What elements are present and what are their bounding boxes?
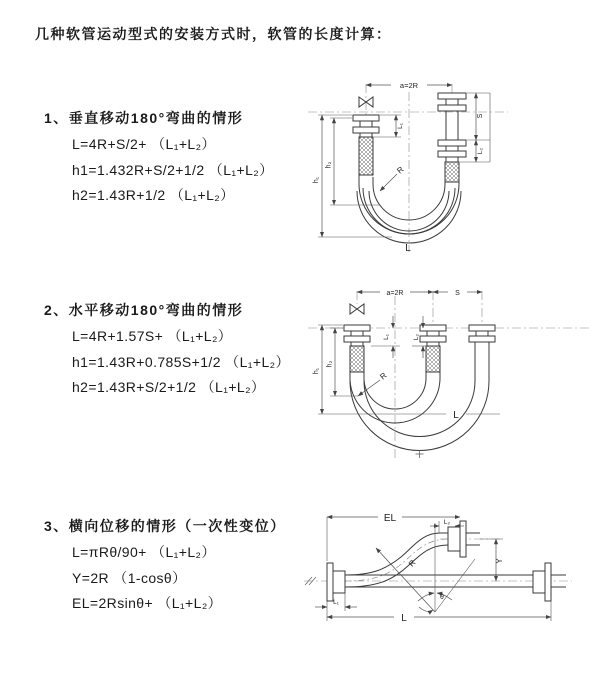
flange-plate: [344, 325, 370, 331]
dim-label-l1: L₁: [383, 334, 390, 340]
dim-label-stroke: S: [455, 290, 460, 297]
dim-label-stroke: S: [477, 113, 484, 119]
flange-plate: [460, 521, 466, 557]
formula-line: EL=2Rsinθ+ （L₁+L₂）: [72, 595, 223, 611]
dim-label-span: a=2R: [386, 290, 404, 297]
flange-plate: [438, 105, 466, 111]
flange-plate: [344, 336, 370, 342]
section-2-heading: 2、水平移动180°弯曲的情形: [44, 302, 244, 318]
formula-line: h1=1.432R+S/2+1/2 （L₁+L₂）: [72, 161, 274, 178]
hose-assembly: [344, 304, 495, 458]
formula-line: Y=2R （1-cosθ）: [72, 569, 187, 586]
flange-plate: [438, 140, 466, 146]
flange-plate: [327, 563, 333, 601]
formula-line: L=πRθ/90+ （L₁+L₂）: [72, 544, 216, 560]
flange-plate: [469, 325, 495, 331]
section-1-heading: 1、垂直移动180°弯曲的情形: [44, 110, 244, 126]
section-1-formulas: [72, 132, 274, 209]
centerlines: [308, 291, 592, 460]
dimensions: [313, 290, 500, 421]
centerlines: [308, 84, 508, 252]
dim-label-length: L: [453, 410, 459, 421]
dim-label-l2: L₂: [477, 147, 484, 155]
dim-label-l1: L₁: [397, 123, 404, 129]
dim-label-radius: R: [406, 558, 418, 569]
section-3-heading: 3、横向位移的情形（一次性变位）: [44, 518, 286, 534]
flange-plate: [420, 325, 446, 331]
flange-plate: [353, 127, 379, 133]
braided-hose-section: [445, 162, 459, 182]
formula-line: L=4R+S/2+ （L₁+L₂）: [72, 136, 216, 152]
flange-plate: [469, 336, 495, 342]
flange-plate: [438, 93, 466, 99]
braided-hose-section: [426, 346, 440, 372]
diagram-horizontal-180-bend: [300, 278, 600, 478]
dim-label-length: L: [405, 243, 411, 254]
dim-label-l1: L₁: [333, 599, 339, 606]
valve-icon: [350, 304, 364, 314]
dim-label-h1: h₁: [313, 176, 320, 184]
diagram-lateral-displacement: [298, 495, 598, 670]
flange-plate: [353, 115, 379, 121]
dim-label-l2: L₂: [443, 519, 451, 526]
dim-label-radius: R: [395, 164, 406, 176]
dim-label-h2: h₂: [325, 161, 333, 169]
formula-line: h2=1.43R+1/2 （L₁+L₂）: [72, 187, 235, 203]
dim-label-h1: h₁: [313, 367, 320, 375]
formula-line: h1=1.43R+0.785S+1/2 （L₁+L₂）: [72, 353, 290, 370]
hose-assembly: [353, 93, 466, 243]
hose-s-curve: [345, 533, 448, 575]
braided-hose-section: [350, 346, 364, 372]
flange-plate: [438, 151, 466, 157]
dimensions: [315, 513, 551, 624]
flange-plate: [545, 563, 551, 601]
formula-line: h2=1.43R+S/2+1/2 （L₁+L₂）: [72, 379, 266, 395]
section-2-formulas: [72, 324, 290, 401]
page-title: 几种软管运动型式的安装方式时，软管的长度计算：: [35, 26, 392, 42]
braided-hose-section: [359, 137, 373, 175]
dim-label-el: EL: [383, 513, 397, 524]
dim-label-h2: h₂: [326, 360, 334, 368]
flange-plate: [420, 336, 446, 342]
dim-label-theta: θ: [440, 594, 444, 601]
formula-line: L=4R+1.57S+ （L₁+L₂）: [72, 328, 233, 344]
dim-label-l2: L₂: [413, 333, 420, 341]
hose-assembly: [327, 521, 566, 601]
section-3-formulas: [72, 540, 222, 617]
dim-label-length: L: [401, 613, 407, 624]
dim-label-radius: R: [378, 370, 389, 382]
diagram-vertical-180-bend: [300, 70, 600, 270]
dim-label-y: Y: [495, 558, 504, 564]
dim-label-span: a=2R: [399, 81, 419, 90]
